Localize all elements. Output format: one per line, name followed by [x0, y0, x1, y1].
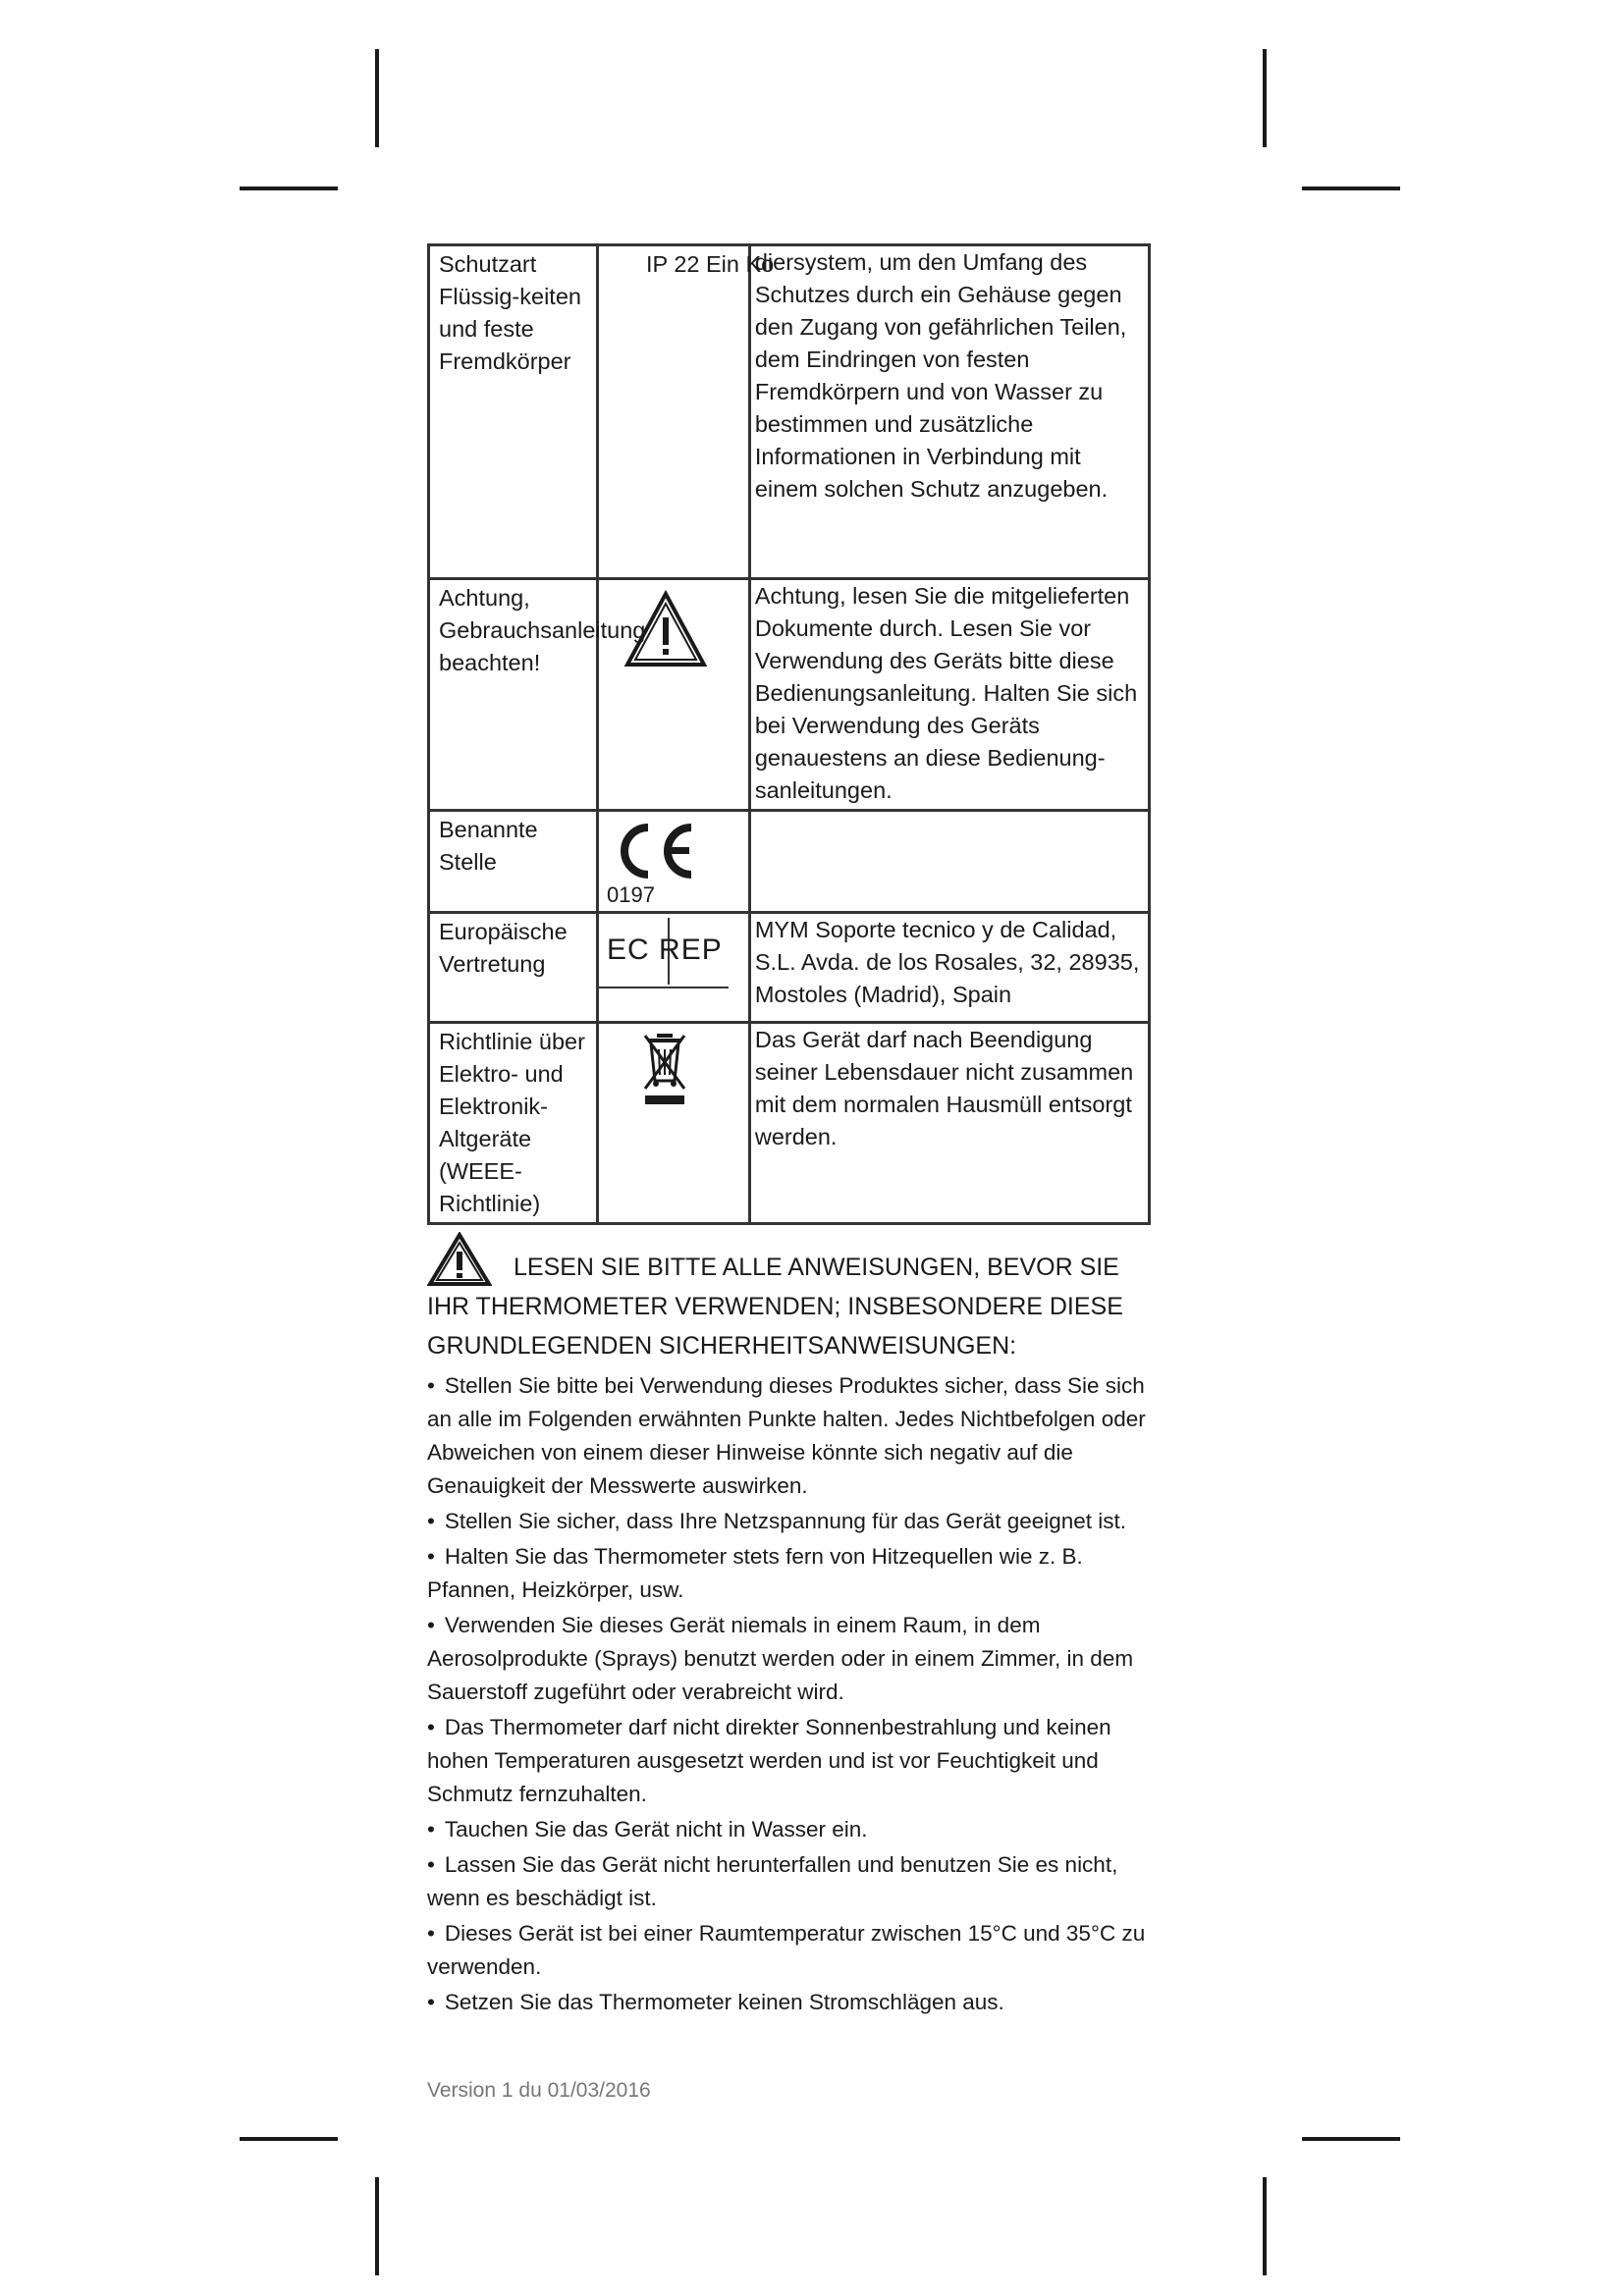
warning-heading	[427, 1232, 1154, 1365]
list-item-text: Halten Sie das Thermometer stets fern von Hitzequellen wie z. B. Pfannen, Heizkörper, usw.	[427, 1544, 1083, 1602]
list-item-text: Dieses Gerät ist bei einer Raumtemperatur zwischen 15°C und 35°C zu verwenden.	[427, 1921, 1146, 1979]
list-item	[427, 1917, 1154, 1984]
bullet: •	[427, 1817, 435, 1842]
table-row	[429, 1023, 1150, 1224]
row-symbol	[598, 245, 775, 579]
crop-mark-bottom-left-horizontal	[240, 2137, 338, 2141]
crop-mark-top-right-horizontal	[1302, 187, 1400, 190]
row-description: Das Gerät darf nach Beendigung seiner Lebensdauer nicht zusammen mit dem normalen Hausmüll entsorgt werden.	[749, 1023, 1149, 1224]
row-label: Schutzart Flüssig-keiten und feste Fremdkörper	[429, 245, 598, 579]
bullet: •	[427, 1613, 435, 1637]
weee-bin-icon	[642, 1032, 687, 1106]
crop-mark-top-right-vertical	[1263, 49, 1267, 147]
ec-rep-label: EC REP	[607, 934, 723, 966]
list-item-text: Lassen Sie das Gerät nicht herunterfallen und benutzen Sie es nicht, wenn es beschädigt ist.	[427, 1852, 1118, 1910]
crop-mark-bottom-right-vertical	[1263, 2177, 1267, 2275]
crop-mark-bottom-right-horizontal	[1302, 2137, 1400, 2141]
version-footer: Version 1 du 01/03/2016	[427, 2079, 651, 2102]
row-description	[749, 811, 1149, 913]
row-description: Achtung, lesen Sie die mitgelieferten Dokumente durch. Lesen Sie vor Verwendung des Geräts bitte diese Bedienungsanleitung. Halten Sie sich bei Verwendung des Geräts genauestens an diese Bedienung-sanleitungen.	[749, 579, 1149, 811]
list-item	[427, 1505, 1154, 1538]
bullet: •	[427, 1373, 435, 1398]
ce-mark-icon	[611, 820, 699, 882]
warning-heading-text: LESEN SIE BITTE ALLE ANWEISUNGEN, BEVOR SIE IHR THERMOMETER VERWENDEN; INSBESONDERE DIESE GRUNDLEGENDEN SICHERHEITSANWEISUNGEN:	[427, 1254, 1123, 1360]
row-symbol	[598, 811, 750, 913]
list-item	[427, 1609, 1154, 1709]
bullet: •	[427, 1715, 435, 1739]
bullet: •	[427, 1990, 435, 2014]
list-item-text: Verwenden Sie dieses Gerät niemals in einem Raum, in dem Aerosolprodukte (Sprays) benutzt werden oder in einem Zimmer, in dem Sauerstoff zugeführt oder verabreicht wird.	[427, 1613, 1134, 1704]
list-item	[427, 1540, 1154, 1607]
row-symbol	[598, 1023, 750, 1224]
warning-triangle-icon	[623, 590, 708, 668]
list-item	[427, 1813, 1154, 1846]
list-item-text: Stellen Sie bitte bei Verwendung dieses Produktes sicher, dass Sie sich an alle im Folgenden erwähnten Punkte halten. Jedes Nichtbefolgen oder Abweichen von einem dieser Hinweise könnte sich negativ auf die Genauigkeit der Messwerte auswirken.	[427, 1373, 1146, 1498]
safety-warnings	[427, 1232, 1154, 2021]
crop-mark-top-left-vertical	[375, 49, 379, 147]
row-symbol	[598, 579, 750, 811]
ip-rating-text: IP 22 Ein Ko	[646, 251, 775, 277]
row-description: diersystem, um den Umfang des Schutzes durch ein Gehäuse gegen den Zugang von gefährlichen Teilen, dem Eindringen von festen Fremdkörpern und von Wasser zu bestimmen und zusätzliche Informationen in Verbindung mit einem solchen Schutz anzugeben.	[749, 245, 1149, 579]
list-item	[427, 1369, 1154, 1503]
list-item-text: Setzen Sie das Thermometer keinen Stromschlägen aus.	[444, 1990, 1004, 2014]
row-label: Richtlinie über Elektro- und Elektronik-Altgeräte (WEEE-Richtlinie)	[429, 1023, 598, 1224]
table-row	[429, 245, 1150, 579]
bullet: •	[427, 1852, 435, 1877]
list-item-text: Stellen Sie sicher, dass Ihre Netzspannung für das Gerät geeignet ist.	[444, 1509, 1127, 1533]
table-row	[429, 913, 1150, 1023]
bullet: •	[427, 1921, 435, 1946]
list-item	[427, 1711, 1154, 1811]
bullet: •	[427, 1544, 435, 1569]
list-item	[427, 1848, 1154, 1915]
symbols-table	[427, 243, 1151, 1225]
warning-list	[427, 1369, 1154, 2019]
warning-triangle-icon	[427, 1232, 492, 1287]
ec-rep-icon	[599, 914, 746, 1021]
list-item	[427, 1986, 1154, 2019]
row-label: Europäische Vertretung	[429, 913, 598, 1023]
table-row	[429, 811, 1150, 913]
row-label: Achtung, Gebrauchsanleitung beachten!	[429, 579, 598, 811]
crop-mark-bottom-left-vertical	[375, 2177, 379, 2275]
bullet: •	[427, 1509, 435, 1533]
row-description: MYM Soporte tecnico y de Calidad, S.L. Avda. de los Rosales, 32, 28935, Mostoles (Madrid), Spain	[749, 913, 1149, 1023]
list-item-text: Tauchen Sie das Gerät nicht in Wasser ein.	[444, 1817, 868, 1842]
row-symbol	[598, 913, 750, 1023]
row-label: Benannte Stelle	[429, 811, 598, 913]
notified-body-number: 0197	[607, 882, 655, 907]
crop-mark-top-left-horizontal	[240, 187, 338, 190]
list-item-text: Das Thermometer darf nicht direkter Sonnenbestrahlung und keinen hohen Temperaturen ausgesetzt werden und ist vor Feuchtigkeit und Schmutz fernzuhalten.	[427, 1715, 1111, 1806]
table-row	[429, 579, 1150, 811]
